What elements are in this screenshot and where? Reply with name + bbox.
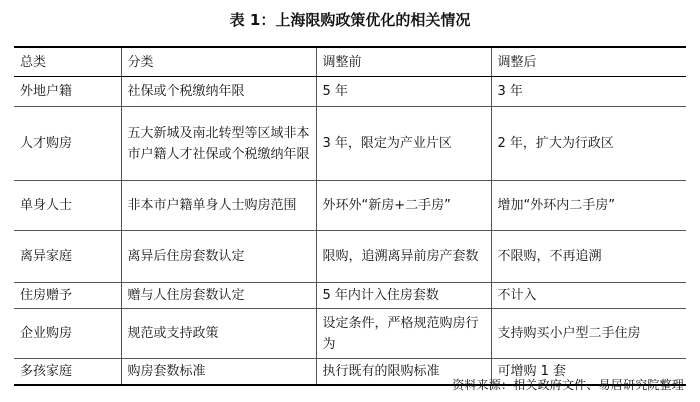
cell-category: 外地户籍 — [14, 77, 121, 107]
cell-subcategory: 购房套数标准 — [121, 359, 316, 385]
cell-after: 可增购 1 套 — [491, 359, 686, 385]
cell-after: 2 年，扩大为行政区 — [491, 107, 686, 181]
table-row — [14, 107, 686, 181]
cell-subcategory: 离异后住房套数认定 — [121, 231, 316, 283]
table-row — [14, 77, 686, 107]
cell-after: 不计入 — [491, 283, 686, 309]
cell-category: 多孩家庭 — [14, 359, 121, 385]
header-after: 调整后 — [491, 47, 686, 77]
cell-before: 设定条件，严格规范购房行为 — [316, 309, 491, 359]
cell-subcategory: 社保或个税缴纳年限 — [121, 77, 316, 107]
cell-before: 5 年 — [316, 77, 491, 107]
cell-category: 单身人士 — [14, 181, 121, 231]
cell-after: 不限购，不再追溯 — [491, 231, 686, 283]
cell-subcategory: 非本市户籍单身人士购房范围 — [121, 181, 316, 231]
source-note: 资料来源：相关政府文件、易居研究院整理 — [452, 378, 684, 392]
header-category: 总类 — [14, 47, 121, 77]
cell-subcategory: 五大新城及南北转型等区域非本市户籍人才社保或个税缴纳年限 — [121, 107, 316, 181]
header-subcategory: 分类 — [121, 47, 316, 77]
table-header-row — [14, 47, 686, 77]
table-row — [14, 231, 686, 283]
cell-before: 5 年内计入住房套数 — [316, 283, 491, 309]
header-before: 调整前 — [316, 47, 491, 77]
cell-after: 支持购买小户型二手住房 — [491, 309, 686, 359]
policy-table — [14, 46, 686, 386]
cell-category: 住房赠予 — [14, 283, 121, 309]
cell-category: 企业购房 — [14, 309, 121, 359]
table-caption: 表 1：上海限购政策优化的相关情况 — [229, 11, 471, 29]
cell-before: 限购，追溯离异前房产套数 — [316, 231, 491, 283]
cell-after: 增加“外环内二手房” — [491, 181, 686, 231]
table-row — [14, 309, 686, 359]
cell-subcategory: 规范或支持政策 — [121, 309, 316, 359]
cell-after: 3 年 — [491, 77, 686, 107]
cell-category: 人才购房 — [14, 107, 121, 181]
cell-category: 离异家庭 — [14, 231, 121, 283]
table-row — [14, 283, 686, 309]
cell-subcategory: 赠与人住房套数认定 — [121, 283, 316, 309]
table-row — [14, 181, 686, 231]
cell-before: 外环外“新房+二手房” — [316, 181, 491, 231]
cell-before: 3 年，限定为产业片区 — [316, 107, 491, 181]
cell-before: 执行既有的限购标准 — [316, 359, 491, 385]
